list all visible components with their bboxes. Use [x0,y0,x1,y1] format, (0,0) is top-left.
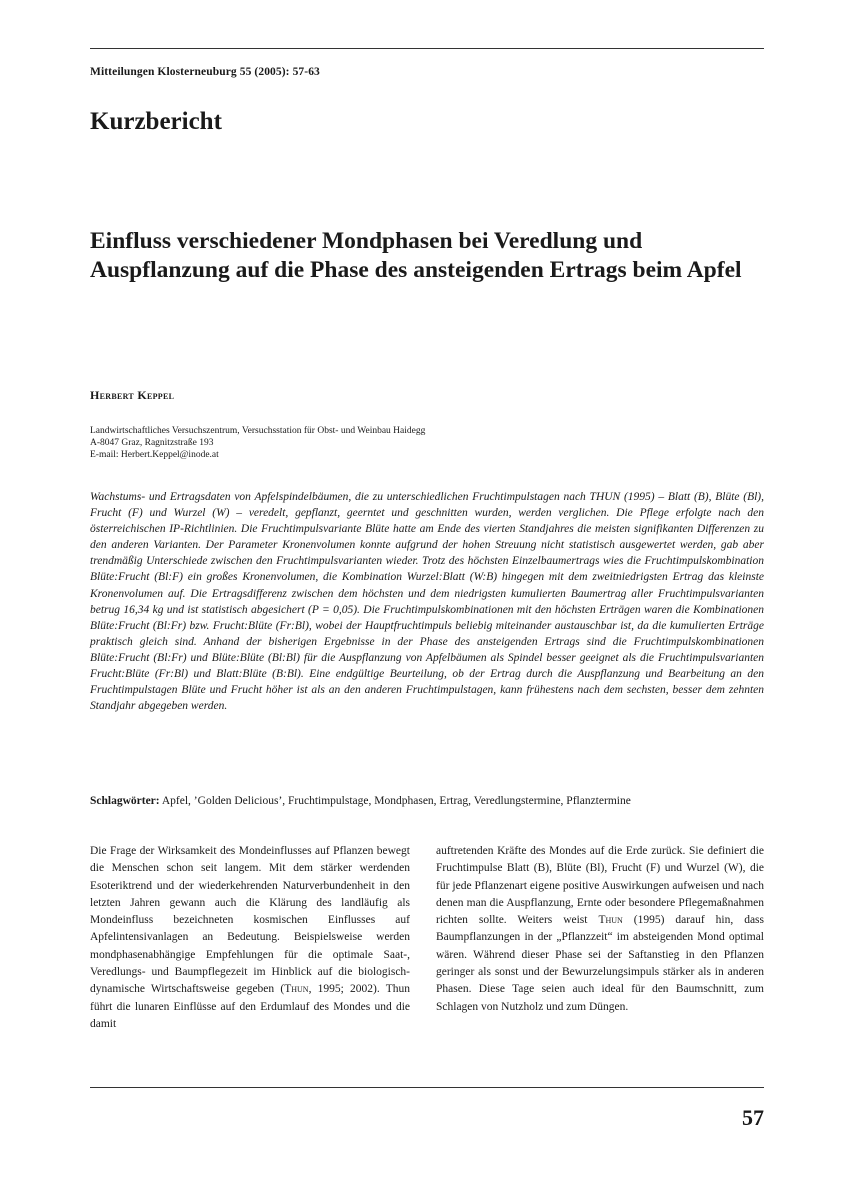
citation-thun: Thun [284,983,309,996]
keywords [90,793,764,810]
journal-reference: Mitteilungen Klosterneuburg 55 (2005): 57-63 [90,66,320,78]
abstract: Wachstums- und Ertragsdaten von Apfelspindelbäumen, die zu unterschiedlichen Fruchtimpulstagen nach THUN (1995) – Blatt (B), Blüte (Bl), Frucht (F) und Wurzel (W) – veredelt, gepflanzt, geerntet und geschnitten wurden, werden verglichen. Die Pflege erfolgte nach den österreichischen IP-Richtlinien. Die Fruchtimpulsvariante Blüte hatte am Ende des vierten Standjahres die meisten signifikanten Differenzen zu den anderen Varianten. Der Parameter Kronenvolumen konnte aufgrund der hohen Streuung nicht statistisch ausgewertet werden, gab aber trendmäßig Unterschiede zwischen den Fruchtimpulsvarianten wieder. Trotz des höchsten Einzelbaumertrags wies die Fruchtimpulskombination Blüte:Frucht (Bl:F) ein großes Kronenvolumen, die Kombination Wurzel:Blatt (W:B) hingegen mit dem zweitniedrigsten Ertrag das kleinste Kronenvolumen auf. Die Ertragsdifferenz zwischen dem höchsten und dem niedrigsten kumulierten Baumertrag aller Fruchtimpulsvarianten betrug 16,34 kg und ist statistisch abgesichert (P = 0,05). Die Fruchtimpulskombinationen mit den höchsten Erträgen waren die Kombinationen Blüte:Frucht (Bl:Fr) bzw. Frucht:Blüte (Fr:Bl), wobei der Hauptfruchtimpuls beliebig miteinander austauschbar ist, da die kumulierten Erträge praktisch gleich sind. Anhand der bisherigen Ergebnisse in der Phase des ansteigenden Ertrags sind die Fruchtimpulskombinationen Blüte:Frucht (Bl:Fr) und Blüte:Blüte (Bl:Bl) für die Auspflanzung von Apfelbäumen als Spindel besser geeignet als die Fruchtimpulsvarianten Frucht:Blüte (Fr:Bl) und Blatt:Blüte (B:Bl). Eine endgültige Beurteilung, ob der Ertrag durch die Auspflanzung und Bearbeitung an den Fruchtimpulstagen Blüte und Frucht höher ist als an den anderen Fruchtimpulstagen, kann frühestens nach dem sechsten, besser dem zehnten Standjahr abgegeben werden. [90,491,764,713]
body-left-text-b: , 1995; 2002). Thun führt die lunaren Einflüsse auf den Erdumlauf des Mondes und die damit [90,983,410,1030]
citation-thun: Thun [598,914,623,927]
section-title: Kurzbericht [90,108,222,135]
top-rule [90,48,764,49]
body-column-right [436,843,764,1016]
keywords-text: Apfel, ’Golden Delicious’, Fruchtimpulstage, Mondphasen, Ertrag, Veredlungstermine, Pflanztermine [161,795,631,807]
author-affiliation [90,425,425,462]
affiliation-institution: Landwirtschaftliches Versuchszentrum, Versuchsstation für Obst- und Weinbau Haidegg [90,426,426,436]
body-right-text-a: auftretenden Kräfte des Mondes auf die Erde zurück. Sie definiert die Fruchtimpulse Blatt (B), Blüte (Bl), Frucht (F) und Wurzel (W), die für jede Pflanzenart eigene positive Auswirkungen aufweisen und nach denen man die Auspflanzung, Ernte oder besondere Pflegemaßnahmen richten sollte. Weiters weist [436,845,764,927]
page-number: 57 [742,1105,764,1130]
body-column-left [90,843,410,1033]
body-right-text-b: (1995) darauf hin, dass Baumpflanzungen in der „Pflanzzeit“ im absteigenden Mond optimal wären. Während dieser Phase sei der Saftanstieg in den Pflanzen geringer als sonst und der Bewurzelungsimpuls stärker als in anderen Phasen. Diese Tage seien auch ideal für den Baumschnitt, zum Schlagen von Nutzholz und zum Düngen. [436,914,765,1013]
body-left-text-a: Die Frage der Wirksamkeit des Mondeinflusses auf Pflanzen bewegt die Menschen schon seit langem. Mit dem stärker werdenden Esoteriktrend und der wiederkehrenden Naturverbundenheit in den letzten Jahren gewann auch die Klärung des landläufig als Mondeinfluss bezeichneten kosmischen Einflusses auf Apfelintensivanlagen an Bedeutung. Beispielsweise werden mondphasenabhängige Empfehlungen für die optimale Saat-, Veredlungs- und Baumpflegezeit im Hinblick auf die biologisch-dynamische Wirtschaftsweise gegeben ( [90,845,410,996]
bottom-rule [90,1087,764,1088]
article-title: Einfluss verschiedener Mondphasen bei Veredlung und Auspflanzung auf die Phase des ansteigenden Ertrags beim Apfel [90,228,742,283]
author-name: Herbert Keppel [90,388,175,402]
affiliation-address: A-8047 Graz, Ragnitzstraße 193 [90,438,214,449]
keywords-label: Schlagwörter: [90,795,160,807]
affiliation-email: E-mail: Herbert.Keppel@inode.at [90,450,219,461]
